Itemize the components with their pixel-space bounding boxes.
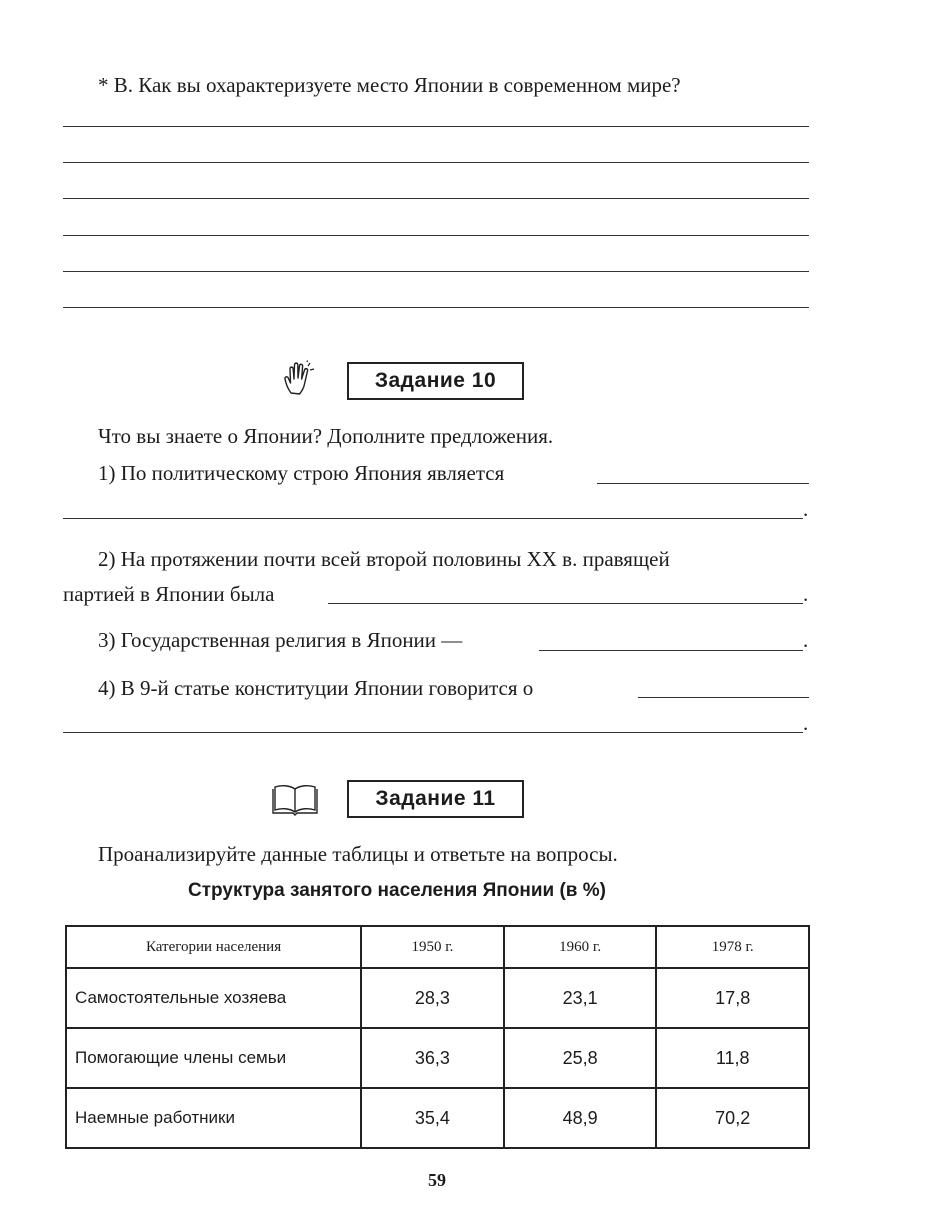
period: . [803,711,809,735]
table-cell-category: Помогающие члены семьи [66,1028,361,1088]
answer-line[interactable] [63,271,809,272]
table-header: 1950 г. [361,926,504,968]
task-10-q1: 1) По политическому строю Япония является [98,461,505,485]
task-10-q3: 3) Государственная религия в Японии — [98,628,463,652]
answer-line[interactable] [539,650,803,651]
table-cell: 17,8 [656,968,809,1028]
answer-line[interactable] [63,732,803,733]
answer-line[interactable] [638,697,809,698]
answer-line[interactable] [63,126,809,127]
answer-line[interactable] [63,162,809,163]
task-11-label: Задание 11 [347,780,524,818]
question-b: * В. Как вы охарактеризуете место Японии в современном мире? [98,73,681,97]
table-row [66,1028,809,1088]
period: . [803,582,809,606]
task-11-intro: Проанализируйте данные таблицы и ответьте на вопросы. [98,842,618,866]
task-10-q2-line2: партией в Японии была [63,582,275,606]
table-cell: 36,3 [361,1028,504,1088]
page-number: 59 [428,1170,446,1190]
answer-line[interactable] [328,603,803,604]
table-row [66,1088,809,1148]
task-10-q2-line1: 2) На протяжении почти всей второй половины XX в. правящей [98,547,670,571]
task-10-intro: Что вы знаете о Японии? Дополните предложения. [98,424,554,448]
table-header: 1978 г. [656,926,809,968]
period: . [803,497,809,521]
table-cell: 23,1 [504,968,657,1028]
employment-table [65,925,810,1149]
answer-line[interactable] [63,198,809,199]
table-cell: 25,8 [504,1028,657,1088]
table-cell: 11,8 [656,1028,809,1088]
table-header: Категории населения [66,926,361,968]
answer-line[interactable] [63,235,809,236]
answer-line[interactable] [63,518,803,519]
table-cell: 28,3 [361,968,504,1028]
period: . [803,628,809,652]
book-icon [270,782,320,816]
table-cell: 35,4 [361,1088,504,1148]
table-cell-category: Самостоятельные хозяева [66,968,361,1028]
hand-icon [282,360,318,398]
task-10-label: Задание 10 [347,362,524,400]
table-cell: 70,2 [656,1088,809,1148]
task-10-q4: 4) В 9-й статье конституции Японии говорится о [98,676,534,700]
table-header: 1960 г. [504,926,657,968]
table-cell: 48,9 [504,1088,657,1148]
table-row [66,968,809,1028]
table-title: Структура занятого населения Японии (в %) [188,880,606,901]
table-header-row [66,926,809,968]
answer-line[interactable] [597,483,809,484]
table-cell-category: Наемные работники [66,1088,361,1148]
answer-line[interactable] [63,307,809,308]
